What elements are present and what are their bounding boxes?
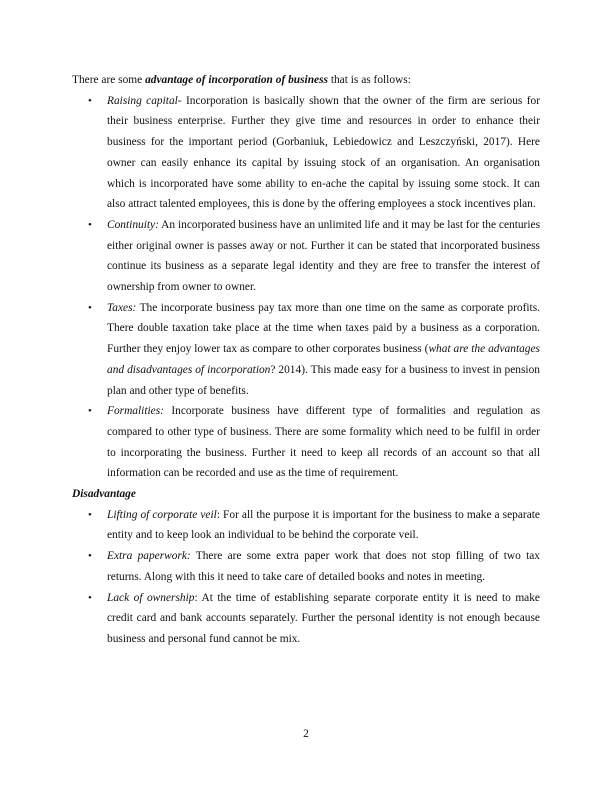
list-item-lifting-corporate-veil [72, 505, 540, 546]
document-body [72, 70, 540, 650]
list-item-formalities [72, 401, 540, 484]
item-title: Continuity: [107, 218, 159, 231]
list-item-taxes [72, 298, 540, 402]
advantages-list [72, 91, 540, 484]
bullet-icon: • [88, 405, 92, 418]
item-title: Extra paperwork: [107, 550, 191, 563]
list-item-lack-of-ownership [72, 588, 540, 650]
item-title: Lifting of corporate veil [107, 508, 217, 521]
item-text: The incorporate business pay tax more than one time on the same as corporate profits. There double taxation take place at the time when taxes paid by a business as a corporation. Further they enjoy lower tax as compare to other corporates business ( [107, 301, 540, 356]
bullet-icon: • [88, 591, 92, 604]
disadvantage-heading: Disadvantage [72, 488, 136, 501]
intro-lead: There are some [72, 74, 146, 86]
bullet-icon: • [88, 94, 92, 107]
item-title: Formalities: [107, 405, 164, 418]
citation: what are the advantages and disadvantages of incorporation [107, 343, 540, 376]
item-text-after: ? 2014). This made easy for a business to invest in pension plan and other type of benefits. [107, 363, 540, 397]
item-text: Incorporate business have different type of formalities and regulation as compared to other type of business. There are some formality which need to be fulfil in order to incorporating the business. Further it need to keep all records of an account so that all information can be recorded and use as the time of requirement. [107, 405, 540, 480]
intro-emphasis: advantage of incorporation of business [145, 74, 328, 86]
item-text: Incorporation is basically shown that the owner of the firm are serious for their business enterprise. Further they give time and resources in order to enhance their business for the important period (Gorbaniuk, Lebiedowicz and Leszczyński, 2017). Here owner can easily enhance its capital by issuing stock of an organisation. An organisation which is incorporated have some ability to en-ache the capital by issuing some stock. It can also attract talented employees, this is done by the offering employees a stock incentives plan. [107, 94, 540, 211]
intro-tail: that is as follows: [327, 74, 411, 86]
item-text: : For all the purpose it is important for the business to make a separate entity and to keep look an individual to be behind the corporate veil. [107, 508, 540, 542]
bullet-icon: • [88, 508, 92, 521]
list-item-extra-paperwork [72, 546, 540, 587]
item-text: An incorporated business have an unlimited life and it may be last for the centuries either original owner is passes away or not. Further it can be stated that incorporated business continue its business as a separate legal identity and they are free to transfer the interest of ownership from owner to owner. [107, 218, 540, 294]
item-title: Raising capital- [107, 94, 182, 107]
item-text: : At the time of establishing separate corporate entity it is need to make credit card and bank accounts separately. Further the personal identity is not enough because business and personal fund cannot be mix. [107, 591, 540, 645]
page-number: 2 [303, 728, 309, 740]
disadvantages-list [72, 505, 540, 650]
intro-paragraph [72, 70, 540, 91]
bullet-icon: • [88, 550, 92, 563]
item-title: Taxes: [107, 301, 137, 314]
list-item-continuity [72, 215, 540, 298]
item-title: Lack of ownership [107, 591, 195, 604]
list-item-raising-capital [72, 91, 540, 215]
bullet-icon: • [88, 301, 92, 314]
bullet-icon: • [88, 218, 92, 231]
item-text: There are some extra paper work that does not stop filling of two tax returns. Along with this it need to take care of detailed books and notes in meeting. [107, 550, 540, 583]
